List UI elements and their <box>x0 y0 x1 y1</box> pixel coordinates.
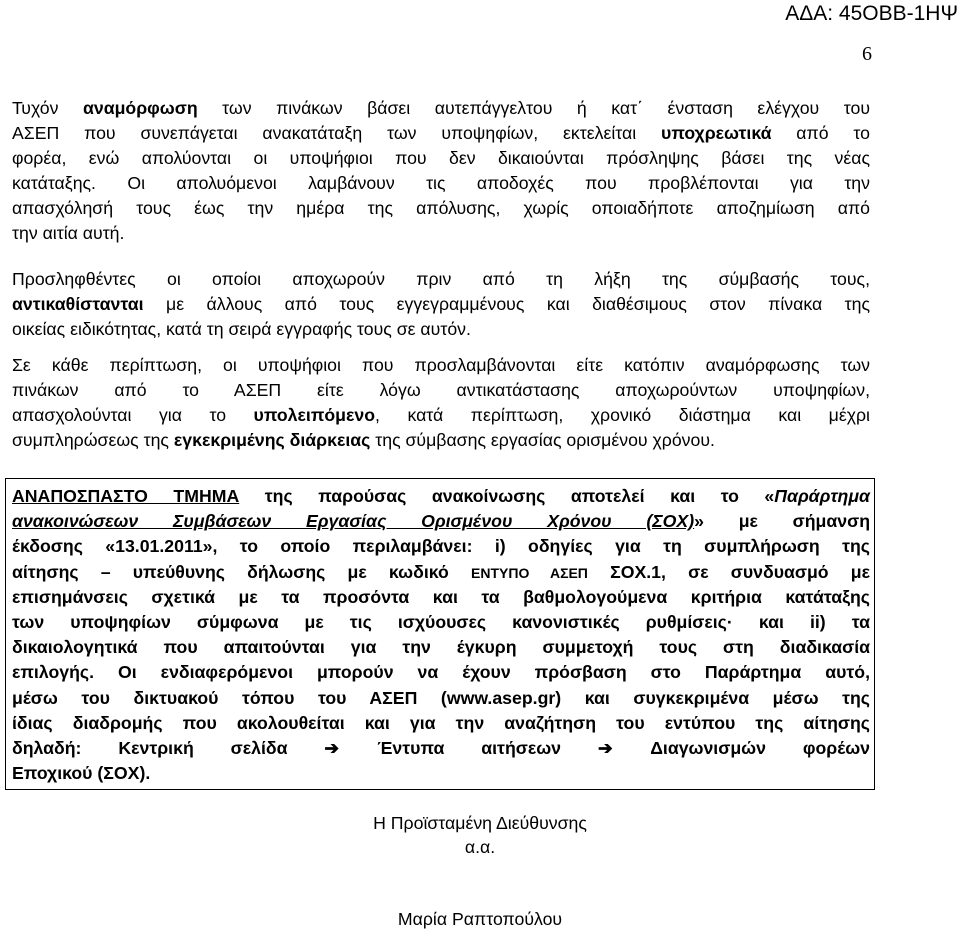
signature-title: Η Προϊσταμένη Διεύθυνσης <box>373 813 587 833</box>
text-line: ίδιας διαδρομής που ακολουθείται και για την αναζήτηση του εντύπου της αίτησης <box>12 712 870 733</box>
text-line: την αιτία αυτή. <box>12 223 125 243</box>
emphasis: εγκεκριμένης διάρκειας <box>173 430 371 450</box>
signature-name-block <box>0 907 960 931</box>
text-span: ΣΟΧ.1, σε συνδυασμό με <box>587 561 870 582</box>
path-step: Διαγωνισμών φορέων <box>650 737 870 758</box>
text-line: έκδοσης «13.01.2011», το οποίο περιλαμβάνει: i) οδηγίες για τη συμπλήρωση της <box>12 536 870 557</box>
text-span: από το <box>771 123 870 143</box>
annex-title: ανακοινώσεων Συμβάσεων Εργασίας Ορισμένου Χρόνου (ΣΟΧ) <box>12 511 695 532</box>
emphasis: ΑΝΑΠΟΣΠΑΣΤΟ ΤΜΗΜΑ <box>12 486 240 506</box>
text-line: των υποψηφίων σύμφωνα με τις ισχύουσες κανονιστικές ρυθμίσεις· και ii) τα <box>12 611 870 632</box>
paragraph-replacement <box>12 267 870 342</box>
path-step: δηλαδή: Κεντρική σελίδα <box>12 737 288 758</box>
text-line: Σε κάθε περίπτωση, οι υποψήφιοι που προσλαμβάνονται είτε κατόπιν αναμόρφωσης των <box>12 355 870 375</box>
arrow-right-icon: ➔ <box>324 737 340 758</box>
notice-box <box>12 484 870 786</box>
text-line <box>12 121 870 146</box>
text-line: μέσω του δικτυακού τόπου του ΑΣΕΠ (www.asep.gr) και συγκεκριμένα μέσω της <box>12 687 870 708</box>
text-line: δικαιολογητικά που απαιτούνται για την έγκυρη συμμετοχή τους στη διαδικασία <box>12 637 870 658</box>
text-span: » με σήμανση <box>694 511 870 532</box>
text-line <box>12 509 870 534</box>
text-line: κατάταξης. Οι απολυόμενοι λαμβάνουν τις αποδοχές που προβλέπονται για την <box>12 173 870 193</box>
text-line: Προσληφθέντες οι οποίοι αποχωρούν πριν από τη λήξη της σύμβασής τους, <box>12 269 870 289</box>
text-line: επισημάνσεις σχετικά με τα προσόντα και τα βαθμολογούμενα κριτήρια κατάταξης <box>12 586 870 607</box>
text-span: απασχολούνται για το <box>12 405 254 425</box>
text-line: επιλογής. Οι ενδιαφερόμενοι μπορούν να έχουν πρόσβαση στο Παράρτημα αυτό, <box>12 662 870 683</box>
text-span: της σύμβασης εργασίας ορισμένου χρόνου. <box>370 430 715 450</box>
annex-title: Παράρτημα <box>774 486 870 506</box>
text-span: Τυχόν <box>12 98 83 118</box>
page-number: 6 <box>862 43 872 65</box>
text-line <box>12 560 870 585</box>
signature-block <box>0 811 960 859</box>
text-span: της παρούσας ανακοίνωσης αποτελεί και το « <box>239 486 775 506</box>
text-span: ΑΣΕΠ που συνεπάγεται ανακατάταξη των υποψηφίων, εκτελείται <box>12 123 662 143</box>
text-span: αίτησης – υπεύθυνης δήλωσης με κωδικό <box>12 561 471 582</box>
path-step: Έντυπα αιτήσεων <box>377 737 562 758</box>
signature-name: Μαρία Ραπτοπούλου <box>397 909 563 929</box>
text-line: πινάκων από το ΑΣΕΠ είτε λόγω αντικατάστασης αποχωρούντων υποψηφίων, <box>12 380 870 400</box>
arrow-right-icon: ➔ <box>597 737 613 758</box>
paragraph-reformation <box>12 96 870 246</box>
emphasis: αντικαθίστανται <box>12 294 144 314</box>
ada-code: ΑΔΑ: 45ΟΒΒ-1ΗΨ <box>785 2 958 25</box>
text-line <box>12 292 870 317</box>
signature-aa: α.α. <box>464 837 496 857</box>
form-code: ΕΝΤΥΠΟ ΑΣΕΠ <box>471 564 588 581</box>
text-line <box>12 403 870 428</box>
paragraph-employment <box>12 353 870 453</box>
text-line <box>12 736 870 761</box>
emphasis: υποχρεωτικά <box>661 123 772 143</box>
text-line <box>12 96 870 121</box>
text-line: Εποχικού (ΣΟΧ). <box>12 763 151 784</box>
text-span: με άλλους από τους εγγεγραμμένους και διαθέσιμους στον πίνακα της <box>143 294 870 314</box>
text-line: φορέα, ενώ απολύονται οι υποψήφιοι που δεν δικαιούνται πρόσληψης βάσει της νέας <box>12 148 870 168</box>
emphasis: αναμόρφωση <box>82 98 198 118</box>
text-span: των πινάκων βάσει αυτεπάγγελτου ή κατ΄ ένσταση ελέγχου του <box>197 98 870 118</box>
text-line <box>12 428 870 453</box>
emphasis: υπολειπόμενο <box>253 405 376 425</box>
text-span: συμπληρώσεως της <box>12 430 174 450</box>
text-span: , κατά περίπτωση, χρονικό διάστημα και μέχρι <box>375 405 870 425</box>
text-line <box>12 484 870 509</box>
text-line: απασχόλησή τους έως την ημέρα της απόλυσης, χωρίς οποιαδήποτε αποζημίωση από <box>12 198 870 218</box>
text-line: οικείας ειδικότητας, κατά τη σειρά εγγραφής τους σε αυτόν. <box>12 319 471 339</box>
